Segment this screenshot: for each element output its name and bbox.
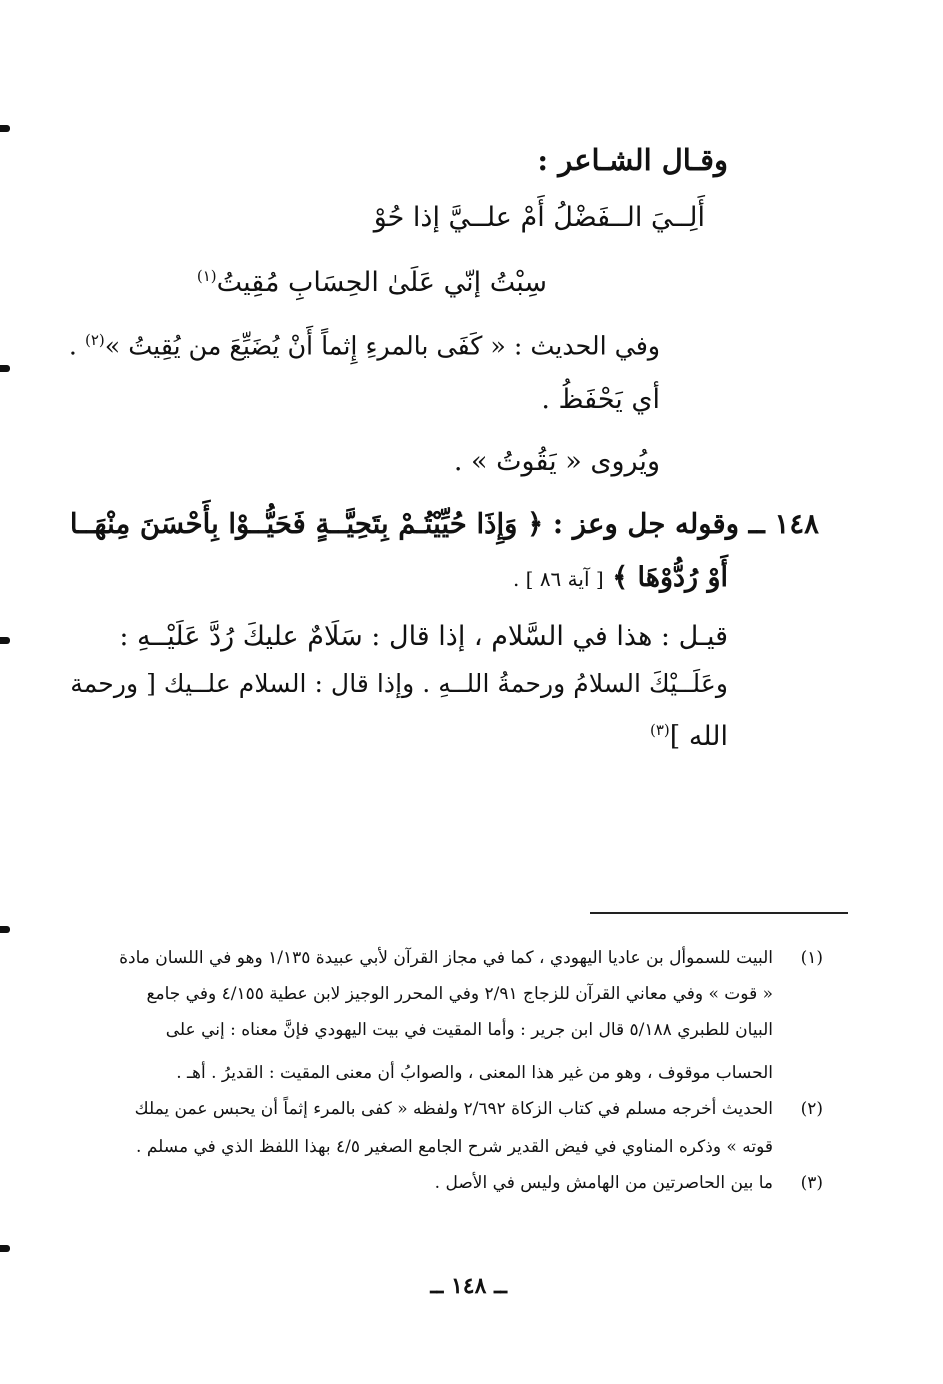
commentary-line-2: وعَلَــيْكَ السلامُ ورحمةُ اللــهِ . وإذا قال : السلام علــيك [ ورحمة <box>70 669 728 698</box>
variant-line: ويُروى « يَقُوتُ » . <box>453 446 660 477</box>
footnote-ref-3: (٣) <box>649 721 670 739</box>
commentary-line-3 <box>650 710 728 757</box>
hadith-text: وفي الحديث : « كَفَى بالمرءِ إِثماً أَنْ يُضَيِّعَ من يُقِيتُ » <box>104 331 660 361</box>
footnote-3-line: ما بين الحاصرتين من الهامش وليس في الأصل . <box>434 1173 773 1193</box>
commentary-line-1: قيـل : هذا في السَّلام ، إذا قال : سَلَامٌ عليكَ رُدَّ عَلَيْــهِ : <box>119 621 728 652</box>
poet-heading: وقـال الشـاعر : <box>537 143 728 177</box>
entry-148-line-2 <box>513 558 728 599</box>
verse-line-1: أَلِــيَ الــفَضْلُ أَمْ علــيَّ إذا حُوْ <box>373 202 705 233</box>
footnote-1-line: البيان للطبري ٥/١٨٨ قال ابن جرير : وأما المقيت في بيت اليهودي فإنَّ معناه : إني على <box>165 1020 773 1040</box>
commentary-line-3-text: الله ] <box>669 721 728 752</box>
footnote-3-number: (٣) <box>800 1173 823 1193</box>
scan-edge-mark <box>0 125 10 132</box>
footnote-2-number: (٢) <box>800 1099 823 1119</box>
hadith-end: . <box>68 331 85 361</box>
verse-line-2 <box>197 256 547 303</box>
ayah-end: أَوْ رُدُّوْهَا ﴾ <box>612 562 728 593</box>
scan-edge-mark <box>0 1245 10 1252</box>
verse-line-2-text: سِبْتُ إنّي عَلَىٰ الحِسَابِ مُقِيتُ <box>216 267 547 298</box>
footnote-1-line: الحساب موقوف ، وهو من غير هذا المعنى ، والصوابُ أن معنى المقيت : القديرُ . أهـ . <box>176 1063 773 1083</box>
ayah-reference: [ آية ٨٦ ] . <box>512 567 604 591</box>
entry-148-line-1: ١٤٨ ــ وقوله جل وعز : ﴿ وَإِذَا حُيِّيْتُـمْ بِتَحِيَّــةٍ فَحَيُّــوْا بِأَحْسَنَ مِنْهَــا <box>69 507 819 540</box>
footnote-1-line: « قوت » وفي معاني القرآن للزجاج ٢/٩١ وفي المحرر الوجيز لابن عطية ٤/١٥٥ وفي جامع <box>146 984 773 1004</box>
scan-edge-mark <box>0 637 10 644</box>
hadith-line <box>69 320 660 366</box>
footnote-separator <box>590 912 848 914</box>
footnote-2-line: قوته » وذكره المناوي في فيض القدير شرح الجامع الصغير ٤/٥ بهذا اللفظ الذي في مسلم . <box>136 1137 773 1157</box>
scan-edge-mark <box>0 926 10 933</box>
footnote-2-line: الحديث أخرجه مسلم في كتاب الزكاة ٢/٦٩٢ ولفظه « كفى بالمرء إثماً أن يحبس عمن يملك <box>134 1099 773 1119</box>
footnote-ref-1: (١) <box>196 267 217 285</box>
scan-edge-mark <box>0 365 10 372</box>
page-number: ــ ١٤٨ ــ <box>430 1273 507 1299</box>
footnote-1-line: البيت للسموأل بن عاديا اليهودي ، كما في مجاز القرآن لأبي عبيدة ١/١٣٥ وهو في اللسان مادة <box>119 948 773 968</box>
meaning-line: أي يَحْفَظُ . <box>541 384 660 415</box>
footnote-1-number: (١) <box>800 948 823 968</box>
footnote-ref-2: (٢) <box>84 331 105 349</box>
